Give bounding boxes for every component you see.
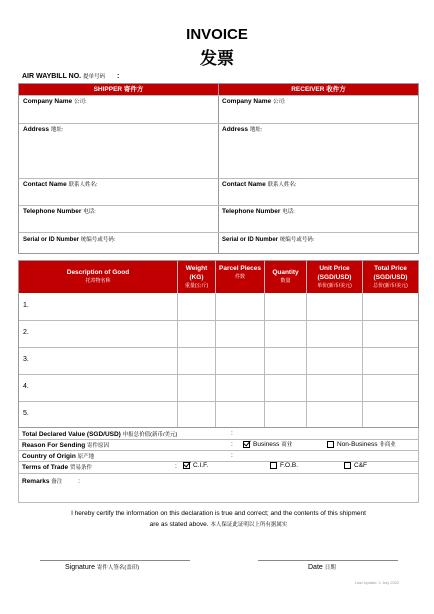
- invoice-title-cn: 发票: [200, 49, 234, 68]
- checkbox-icon: [344, 462, 351, 469]
- shipper-address-field[interactable]: Address 地址:: [23, 126, 64, 133]
- shipper-telephone-field[interactable]: Telephone Number 电话:: [23, 208, 96, 215]
- checkbox-icon: [270, 462, 277, 469]
- receiver-address-field[interactable]: Address 地址:: [222, 126, 263, 133]
- checkbox-icon: [327, 441, 334, 448]
- col-weight: Weight (KG) 重量(公斤): [178, 261, 215, 293]
- shipper-contact-field[interactable]: Contact Name 联系人姓名:: [23, 181, 98, 188]
- air-waybill-label-cn: 提单号码: [83, 74, 106, 80]
- shipper-id-field[interactable]: Serial or ID Number 统编号或号码:: [23, 237, 116, 243]
- remarks-field[interactable]: Remarks 备注 :: [22, 478, 80, 485]
- certification-line-2: are as stated above.: [149, 521, 209, 528]
- signature-line[interactable]: [40, 560, 190, 561]
- non-business-checkbox[interactable]: Non-Business 非商业: [327, 440, 396, 448]
- total-declared-value-field[interactable]: Total Declared Value (SGD/USD) 申报总价值(新币/美元): [22, 431, 178, 438]
- goods-row-2[interactable]: 2.: [23, 329, 29, 336]
- last-update-note: Last Update: 1 July 2022: [355, 580, 400, 585]
- shipper-company-field[interactable]: Company Name 公司:: [23, 98, 87, 105]
- reason-for-sending-label: Reason For Sending 寄件原因: [22, 442, 110, 449]
- shipper-receiver-table: [18, 83, 419, 254]
- receiver-contact-field[interactable]: Contact Name 联系人姓名:: [222, 181, 297, 188]
- total-colon: :: [231, 430, 233, 437]
- goods-row-1[interactable]: 1.: [23, 302, 29, 309]
- col-description: Description of Good 托寄物名称: [19, 261, 177, 293]
- business-checkbox[interactable]: Business 商业: [243, 440, 292, 448]
- shipper-header: SHIPPER 寄件方: [19, 84, 218, 95]
- col-unit-price: Unit Price (SGD/USD) 单价(新币/美元): [307, 261, 362, 293]
- col-parcel-pieces: Parcel Pieces 件数: [216, 261, 264, 293]
- origin-colon: :: [231, 452, 233, 459]
- reason-colon: :: [231, 441, 233, 448]
- terms-of-trade-label: Terms of Trade 贸易条件: [22, 464, 92, 471]
- checkmark-icon: [243, 441, 250, 448]
- cif-checkbox[interactable]: C.I.F.: [183, 462, 208, 469]
- col-quantity: Quantity 数量: [265, 261, 306, 293]
- certification-line-2-cn: 本人保证此证明以上所有据属实: [210, 522, 288, 528]
- col-total-price: Total Price (SGD/USD) 总价(新币/美元): [363, 261, 418, 293]
- receiver-header: RECEIVER 收件方: [219, 84, 418, 95]
- receiver-telephone-field[interactable]: Telephone Number 电话:: [222, 208, 295, 215]
- receiver-id-field[interactable]: Serial or ID Number 统编号或号码:: [222, 237, 315, 243]
- date-line[interactable]: [258, 560, 398, 561]
- certification-line-1: I hereby certify the information on this declaration is true and correct; and the contents of this shipment: [71, 510, 366, 517]
- cf-checkbox[interactable]: C&F: [344, 462, 367, 469]
- air-waybill-field[interactable]: [22, 72, 119, 80]
- receiver-company-field[interactable]: Company Name 公司:: [222, 98, 286, 105]
- terms-colon: :: [175, 463, 177, 470]
- invoice-title-en: INVOICE: [186, 26, 248, 43]
- goods-row-4[interactable]: 4.: [23, 383, 29, 390]
- date-label: Date 日期: [308, 564, 336, 571]
- goods-row-5[interactable]: 5.: [23, 410, 29, 417]
- goods-table: [18, 260, 419, 428]
- air-waybill-label: AIR WAYBILL NO.: [22, 73, 82, 80]
- checkmark-icon: [183, 462, 190, 469]
- certification-text: [18, 508, 419, 531]
- signature-label: Signature 寄件人签名(盖印): [65, 564, 140, 571]
- country-of-origin-field[interactable]: Country of Origin 原产地: [22, 453, 95, 460]
- fob-checkbox[interactable]: F.O.B.: [270, 462, 298, 469]
- air-waybill-colon: :: [117, 73, 120, 80]
- goods-row-3[interactable]: 3.: [23, 356, 29, 363]
